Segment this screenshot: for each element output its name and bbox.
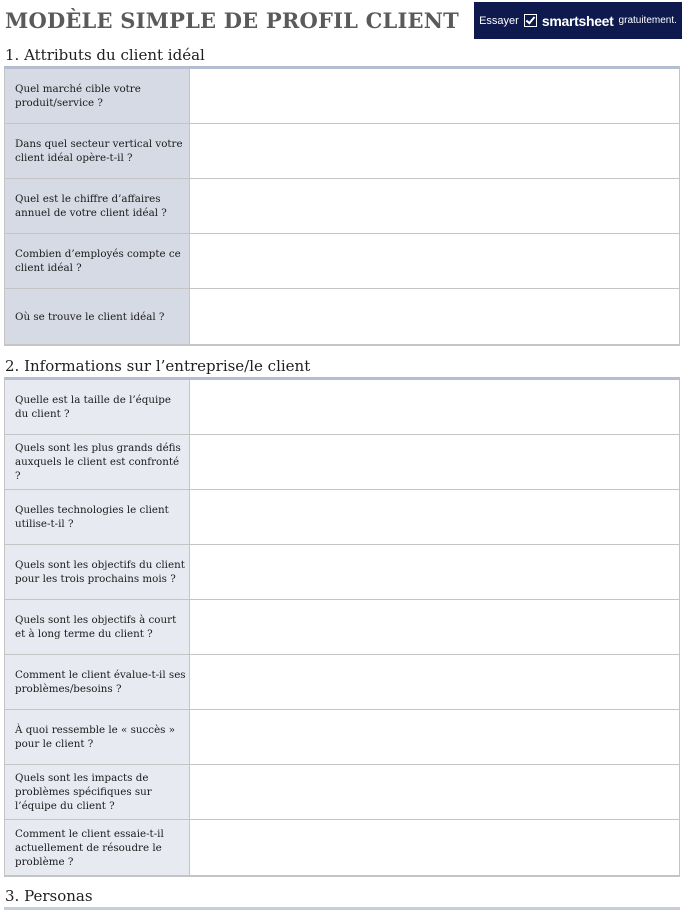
section-divider [4,907,680,910]
answer-field[interactable] [190,289,680,344]
question-label: Comment le client essaie-t-il actuellement de résoudre le problème ? [4,820,190,875]
table-row [4,234,680,289]
table-row [4,380,680,435]
section-heading-company-info: 2. Informations sur l’entreprise/le client [5,357,311,375]
question-label: Quels sont les plus grands défis auxquels le client est confronté ? [4,435,190,489]
table-row [4,600,680,655]
section-heading-personas: 3. Personas [5,887,93,905]
table-row [4,710,680,765]
answer-field[interactable] [190,234,680,288]
table-row [4,655,680,710]
banner-brand-text: smartsheet [541,12,614,29]
question-label: Dans quel secteur vertical votre client idéal opère-t-il ? [4,124,190,178]
question-label: Comment le client évalue-t-il ses problèmes/besoins ? [4,655,190,709]
question-label: Où se trouve le client idéal ? [4,289,190,344]
table-row [4,124,680,179]
question-label: Quelle est la taille de l’équipe du client ? [4,380,190,434]
table-row [4,289,680,344]
table-row [4,765,680,820]
answer-field[interactable] [190,765,680,819]
section-heading-ideal-client: 1. Attributs du client idéal [5,46,205,64]
question-label: Quel est le chiffre d’affaires annuel de votre client idéal ? [4,179,190,233]
question-label: Quels sont les objectifs à court et à long terme du client ? [4,600,190,654]
question-label: Quels sont les impacts de problèmes spécifiques sur l’équipe du client ? [4,765,190,819]
question-label: Combien d’employés compte ce client idéal ? [4,234,190,288]
answer-field[interactable] [190,545,680,599]
question-label: Quelles technologies le client utilise-t-il ? [4,490,190,544]
ideal-client-table [4,66,680,346]
answer-field[interactable] [190,710,680,764]
smartsheet-trial-banner[interactable] [474,2,682,39]
table-row [4,490,680,545]
question-label: Quel marché cible votre produit/service ? [4,69,190,123]
table-row [4,435,680,490]
answer-field[interactable] [190,124,680,178]
banner-free-text: gratuitement. [618,15,677,26]
answer-field[interactable] [190,69,680,123]
question-label: Quels sont les objectifs du client pour les trois prochains mois ? [4,545,190,599]
answer-field[interactable] [190,179,680,233]
table-row [4,179,680,234]
answer-field[interactable] [190,490,680,544]
smartsheet-check-icon [524,14,537,27]
answer-field[interactable] [190,600,680,654]
banner-try-text: Essayer [479,14,519,27]
table-row [4,820,680,875]
page-title: MODÈLE SIMPLE DE PROFIL CLIENT [5,8,459,33]
table-row [4,69,680,124]
question-label: À quoi ressemble le « succès » pour le client ? [4,710,190,764]
answer-field[interactable] [190,380,680,434]
company-info-table [4,377,680,877]
table-row [4,545,680,600]
answer-field[interactable] [190,435,680,489]
answer-field[interactable] [190,820,680,875]
answer-field[interactable] [190,655,680,709]
